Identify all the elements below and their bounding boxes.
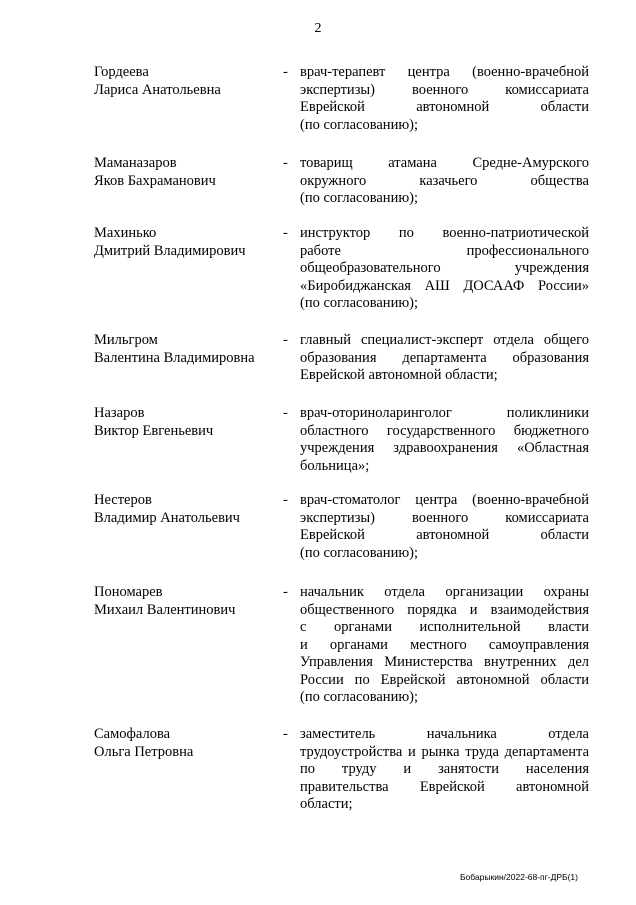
position-line: и органами местного самоуправления [300,636,589,653]
page-number: 2 [314,21,322,36]
position-line: врач-оториноларинголог поликлиники [300,405,589,421]
member-surname: Пономарев [94,584,163,600]
position-line: (по согласованию); [300,544,419,561]
member-position [300,155,589,208]
dash-separator: - [283,155,288,171]
position-line: (по согласованию); [300,116,419,133]
position-line: врач-стоматолог центра (военно-врачебной [300,492,589,508]
position-line: России по Еврейской автономной области [300,671,589,688]
position-line: «Биробиджанская АШ ДОСААФ России» [300,277,589,294]
position-line: (по согласованию); [300,689,419,705]
position-line: экспертизы) военного комиссариата [300,81,589,98]
position-line: больница»; [300,457,370,474]
position-line: окружного казачьего общества [300,172,589,189]
member-position [300,225,589,313]
member-name [94,584,274,619]
member-name [94,405,274,440]
member-name [94,225,274,260]
position-line: образования департамента образования [300,349,589,366]
dash-separator: - [283,225,288,241]
member-name [94,492,274,527]
position-line: товарищ атамана Средне-Амурского [300,155,589,171]
member-surname: Маманазаров [94,155,177,171]
member-position [300,405,589,475]
position-line: главный специалист-эксперт отдела общего [300,332,589,348]
position-line: (по согласованию); [300,190,419,206]
position-line: врач-терапевт центра (военно-врачебной [300,64,589,80]
dash-separator: - [283,726,288,742]
member-given-names: Михаил Валентинович [94,601,236,618]
position-line: Еврейской автономной области [300,527,589,543]
member-surname: Махинько [94,225,157,241]
document-code: Бобарыкин/2022-68-пг-ДРБ(1) [459,872,578,882]
position-line: учреждения здравоохранения «Областная [300,440,589,456]
position-line: общественного порядка и взаимодействия [300,601,589,618]
position-line: общеобразовательного учреждения [300,260,589,276]
position-line: Еврейской автономной области; [300,367,498,383]
position-line: трудоустройства и рынка труда департамента [300,743,589,760]
member-position [300,492,589,562]
position-line: (по согласованию); [300,295,419,311]
dash-separator: - [283,64,288,80]
position-line: области; [300,796,353,812]
position-line: Управления Министерства внутренних дел [300,654,589,670]
member-position [300,332,589,385]
position-line: Еврейской автономной области [300,99,589,115]
member-surname: Мильгром [94,332,158,348]
member-name [94,64,274,99]
member-position [300,64,589,134]
position-line: работе профессионального [300,242,589,259]
member-given-names: Дмитрий Владимирович [94,242,246,259]
member-position [300,726,589,814]
position-line: экспертизы) военного комиссариата [300,509,589,526]
member-given-names: Владимир Анатольевич [94,509,240,526]
member-name [94,332,274,367]
member-given-names: Виктор Евгеньевич [94,422,214,439]
member-given-names: Ольга Петровна [94,743,194,760]
member-given-names: Яков Бахраманович [94,172,216,189]
member-given-names: Валентина Владимировна [94,349,255,366]
position-line: начальник отдела организации охраны [300,584,589,600]
member-given-names: Лариса Анатольевна [94,81,221,98]
position-line: заместитель начальника отдела [300,726,589,742]
member-surname: Гордеева [94,64,149,80]
position-line: правительства Еврейской автономной [300,778,589,795]
member-name [94,155,274,190]
member-name [94,726,274,761]
position-line: инструктор по военно-патриотической [300,225,589,241]
dash-separator: - [283,405,288,421]
member-position [300,584,589,707]
position-line: с органами исполнительной власти [300,619,589,635]
member-surname: Самофалова [94,726,171,742]
dash-separator: - [283,332,288,348]
member-surname: Нестеров [94,492,152,508]
dash-separator: - [283,584,288,600]
dash-separator: - [283,492,288,508]
member-surname: Назаров [94,405,145,421]
position-line: по труду и занятости населения [300,761,589,777]
position-line: областного государственного бюджетного [300,422,589,439]
